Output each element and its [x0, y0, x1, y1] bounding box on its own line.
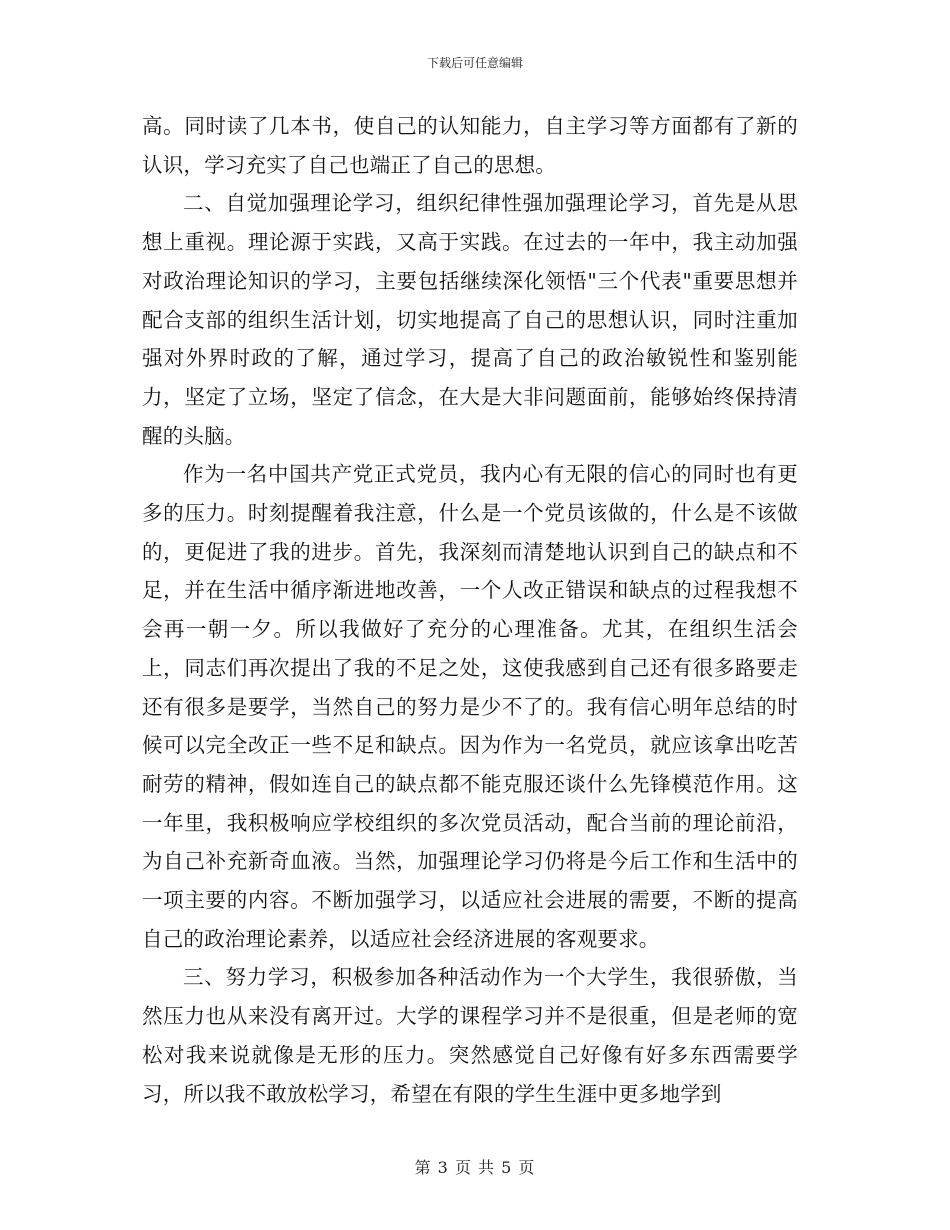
- paragraph-continued: 高。同时读了几本书，使自己的认知能力，自主学习等方面都有了新的认识，学习充实了自己也端正了自己的思想。: [142, 114, 798, 177]
- page-header: 下载后可任意编辑: [426, 56, 523, 70]
- paragraph-party-member: 作为一名中国共产党正式党员，我内心有无限的信心的同时也有更多的压力。时刻提醒着我注意，什么是一个党员该做的，什么是不该做的，更促进了我的进步。首先，我深刻而清楚地认识到自己的缺点和不足，并在生活中循序渐进地改善，一个人改正错误和缺点的过程我想不会再一朝一夕。所以我做好了充分的心理准备。尤其，在组织生活会上，同志们再次提出了我的不足之处，这使我感到自己还有很多路要走还有很多是要学，当然自己的努力是少不了的。我有信心明年总结的时候可以完全改正一些不足和缺点。因为作为一名党员，就应该拿出吃苦耐劳的精神，假如连自己的缺点都不能克服还谈什么先锋模范作用。这一年里，我积极响应学校组织的多次党员活动，配合当前的理论前沿，为自己补充新奇血液。当然，加强理论学习仍将是今后工作和生活中的一项主要的内容。不断加强学习，以适应社会进展的需要，不断的提高自己的政治理论素养，以适应社会经济进展的客观要求。: [142, 462, 798, 951]
- paragraph-section-two: 二、自觉加强理论学习，组织纪律性强加强理论学习，首先是从思想上重视。理论源于实践，又高于实践。在过去的一年中，我主动加强对政治理论知识的学习，主要包括继续深化领悟"三个代表"重要思想并配合支部的组织生活计划，切实地提高了自己的思想认识，同时注重加强对外界时政的了解，通过学习，提高了自己的政治敏锐性和鉴别能力，坚定了立场，坚定了信念，在大是大非问题面前，能够始终保持清醒的头脑。: [142, 191, 798, 448]
- document-body: [142, 107, 798, 1113]
- paragraph-section-three: 三、努力学习，积极参加各种活动作为一个大学生，我很骄傲，当然压力也从来没有离开过。大学的课程学习并不是很重，但是老师的宽松对我来说就像是无形的压力。突然感觉自己好像有好多东西需要学习，所以我不敢放松学习，希望在有限的学生生涯中更多地学到: [142, 965, 798, 1106]
- page-number: 第 3 页 共 5 页: [414, 1158, 536, 1177]
